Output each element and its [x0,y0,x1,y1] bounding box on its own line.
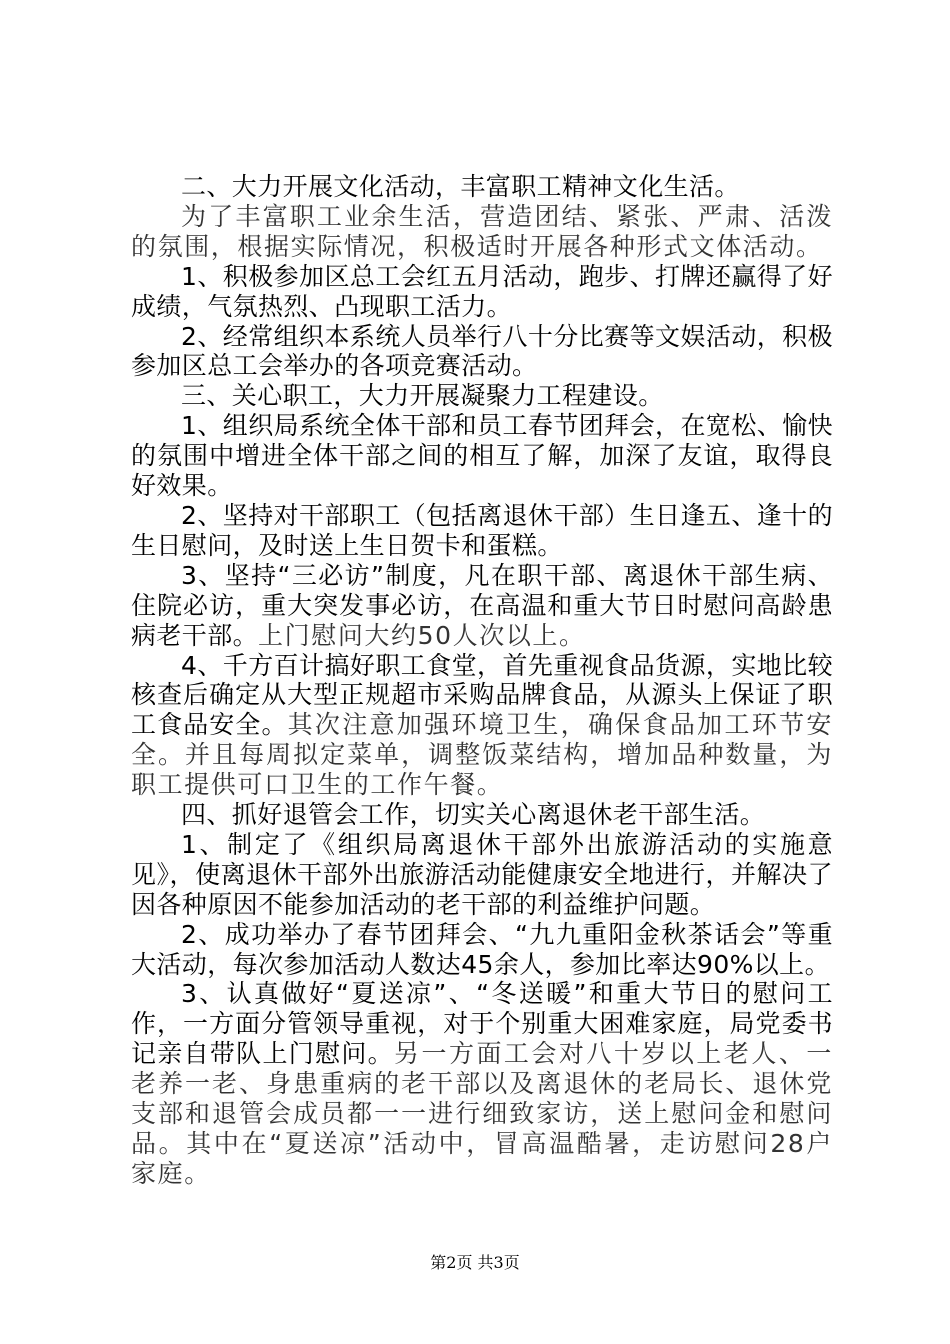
page-number-label: 第2页 共3页 [430,1253,520,1272]
page-footer [0,1250,950,1273]
list-item: 4、千方百计搞好职工食堂，首先重视食品货源，实地比较核查后确定从大型正规超市采购品牌食品，从源头上保证了职工食品安全。其次注意加强环境卫生，确保食品加工环节安全。并且每周拟定菜单，调整饭菜结构，增加品种数量，为职工提供可口卫生的工作午餐。 [131,650,833,800]
list-item: 1、制定了《组织局离退休干部外出旅游活动的实施意见》，使离退休干部外出旅游活动能健康安全地进行，并解决了因各种原因不能参加活动的老干部的利益维护问题。 [131,829,833,919]
list-item: 2、成功举办了春节团拜会、“九九重阳金秋茶话会”等重大活动，每次参加活动人数达45余人，参加比率达90%以上。 [131,919,833,979]
list-item: 1、积极参加区总工会红五月活动，跑步、打牌还赢得了好成绩，气氛热烈、凸现职工活力。 [131,261,833,321]
section-heading-4: 四、抓好退管会工作，切实关心离退休老干部生活。 [181,800,766,830]
list-item: 3、坚持“三必访”制度，凡在职干部、离退休干部生病、住院必访，重大突发事必访，在高温和重大节日时慰问高龄患病老干部。上门慰问大约50人次以上。 [131,560,833,650]
list-item: 2、坚持对干部职工（包括离退休干部）生日逢五、逢十的生日慰问，及时送上生日贺卡和蛋糕。 [131,500,833,560]
document-body [131,172,833,1189]
section-heading-3: 三、关心职工，大力开展凝聚力工程建设。 [181,381,664,411]
list-item: 2、经常组织本系统人员举行八十分比赛等文娱活动，积极参加区总工会举办的各项竞赛活动。 [131,321,833,381]
paragraph: 为了丰富职工业余生活，营造团结、紧张、严肃、活泼的氛围，根据实际情况，积极适时开展各种形式文体活动。 [131,201,833,261]
list-item: 3、认真做好“夏送凉”、“冬送暖”和重大节日的慰问工作，一方面分管领导重视，对于个别重大困难家庭，局党委书记亲自带队上门慰问。另一方面工会对八十岁以上老人、一老养一老、身患重病的老干部以及离退休的老局长、退休党支部和退管会成员都一一进行细致家访，送上慰问金和慰问品。其中在“夏送凉”活动中，冒高温酷暑，走访慰问28户家庭。 [131,979,833,1188]
list-item: 1、组织局系统全体干部和员工春节团拜会，在宽松、愉快的氛围中增进全体干部之间的相互了解，加深了友谊，取得良好效果。 [131,411,833,501]
section-heading-2: 二、大力开展文化活动，丰富职工精神文化生活。 [181,172,740,201]
